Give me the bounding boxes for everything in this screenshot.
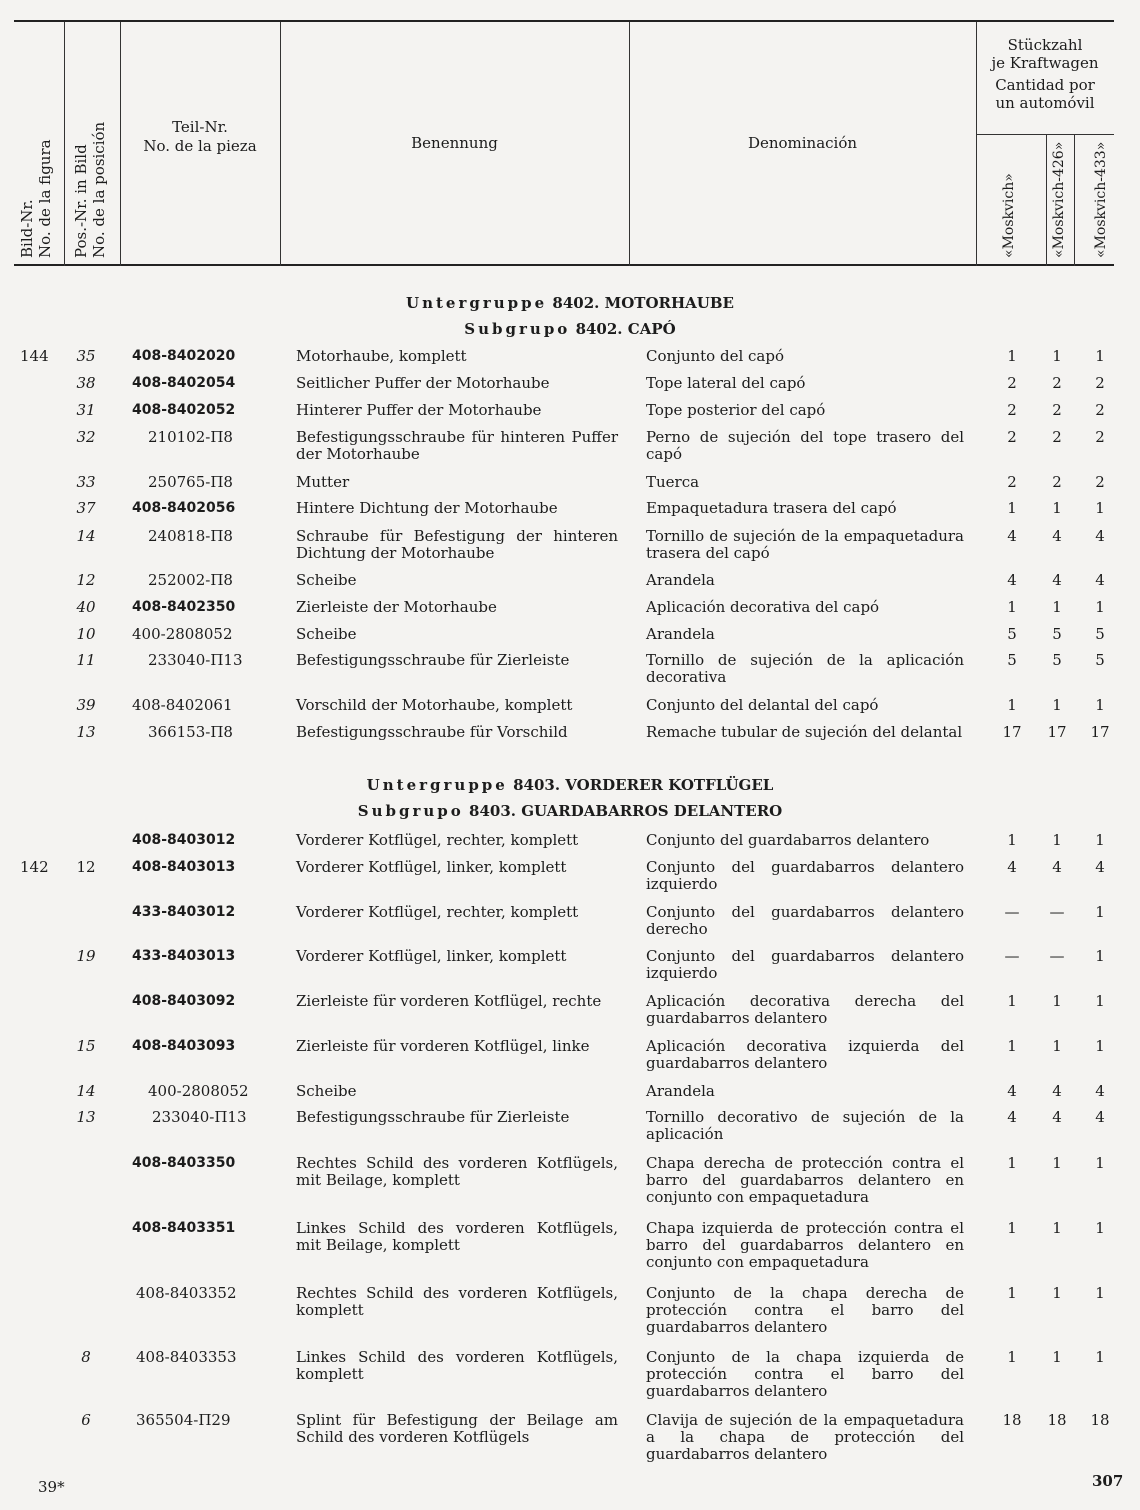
position-number: 39 [76, 696, 96, 714]
footer-signature-mark: 39* [38, 1478, 65, 1496]
qty-moskvich-426: 2 [1052, 374, 1062, 392]
qty-moskvich-426: 4 [1052, 571, 1062, 589]
fig-col-header: Bild-Nr. No. de la figura [18, 139, 54, 258]
pos-col-header: Pos.-Nr. in Bild No. de la posición [72, 121, 108, 258]
qty-moskvich: 1 [1007, 1284, 1017, 1302]
qty-moskvich: 5 [1007, 625, 1017, 643]
german-name: Scheibe [296, 571, 357, 589]
qty-moskvich-433: 1 [1095, 696, 1105, 714]
spanish-name: Perno de sujeción del tope trasero del capó [646, 428, 964, 463]
german-name: Seitlicher Puffer der Motorhaube [296, 374, 550, 392]
german-name: Vorderer Kotflügel, linker, komplett [296, 858, 567, 876]
position-number: 38 [76, 374, 96, 392]
part-number: 408-8403013 [132, 859, 236, 875]
german-name: Linkes Schild des vorderen Kotflügels, mit Beilage, komplett [296, 1219, 618, 1254]
part-number: 233040-П13 [148, 651, 243, 669]
position-number: 19 [76, 947, 96, 965]
qty-moskvich-426: 4 [1052, 1108, 1062, 1126]
qty-moskvich-426: 1 [1052, 696, 1062, 714]
qty-moskvich-433: 1 [1095, 831, 1105, 849]
german-name: Splint für Befestigung der Beilage am Schild des vorderen Kotflügels [296, 1411, 618, 1446]
qty-moskvich: 17 [1002, 723, 1022, 741]
position-number: 8 [81, 1348, 91, 1366]
german-name: Linkes Schild des vorderen Kotflügels, komplett [296, 1348, 618, 1383]
model-moskvich-433-header: «Moskvich-433» [1093, 141, 1109, 258]
qty-moskvich-433: 17 [1090, 723, 1110, 741]
table-row [0, 1154, 1140, 1206]
qty-moskvich-433: 1 [1095, 347, 1105, 365]
section-title: Subgrupo 8402. CAPÓ [464, 320, 676, 338]
qty-moskvich-433: 2 [1095, 473, 1105, 491]
table-row [0, 993, 1140, 1033]
qty-moskvich: 2 [1007, 473, 1017, 491]
part-number: 408-8403350 [132, 1155, 236, 1171]
qty-moskvich-433: 5 [1095, 625, 1105, 643]
part-number: 408-8402052 [132, 402, 236, 418]
table-row [0, 429, 1140, 469]
spanish-name: Chapa derecha de protección contra el barro del guardabarros delantero en conjunto con empaquetadura [646, 1154, 964, 1206]
position-number: 31 [76, 401, 96, 419]
german-name: Vorschild der Motorhaube, komplett [296, 696, 573, 714]
table-row [0, 859, 1140, 899]
spanish-name: Tornillo decorativo de sujeción de la aplicación [646, 1108, 964, 1143]
german-name: Vorderer Kotflügel, rechter, komplett [296, 903, 579, 921]
part-number: 408-8402350 [132, 599, 236, 615]
spanish-name: Tope lateral del capó [646, 374, 806, 392]
position-number: 13 [76, 1108, 96, 1126]
part-number: 408-8403093 [132, 1038, 236, 1054]
table-row [0, 652, 1140, 692]
column-divider [1046, 134, 1047, 266]
qty-moskvich-433: 2 [1095, 401, 1105, 419]
section-title: Untergruppe 8402. MOTORHAUBE [406, 294, 734, 312]
part-number: 408-8402061 [132, 696, 233, 714]
qty-moskvich-433: 2 [1095, 374, 1105, 392]
part-number: 233040-П13 [152, 1108, 247, 1126]
qty-moskvich: 1 [1007, 1154, 1017, 1172]
position-number: 14 [76, 1082, 96, 1100]
position-number: 10 [76, 625, 96, 643]
page-number: 307 [1092, 1472, 1124, 1490]
qty-moskvich: 4 [1007, 527, 1017, 545]
spanish-name: Tornillo de sujeción de la empaquetadura trasera del capó [646, 527, 964, 562]
part-number: 400-2808052 [132, 625, 233, 643]
qty-moskvich-426: 1 [1052, 992, 1062, 1010]
table-row [0, 724, 1140, 764]
german-name: Schraube für Befestigung der hinteren Dichtung der Motorhaube [296, 527, 618, 562]
part-number: 408-8402054 [132, 375, 236, 391]
qty-moskvich: 1 [1007, 598, 1017, 616]
qty-moskvich-426: — [1049, 903, 1065, 921]
spanish-name: Clavija de sujeción de la empaquetadura a la chapa de protección del guardabarros delantero [646, 1411, 964, 1463]
qty-moskvich-426: 1 [1052, 1154, 1062, 1172]
qty-moskvich-426: 4 [1052, 858, 1062, 876]
qty-moskvich: 4 [1007, 1108, 1017, 1126]
qty-moskvich-433: 18 [1090, 1411, 1110, 1429]
qty-moskvich: 1 [1007, 499, 1017, 517]
qty-moskvich-426: 5 [1052, 651, 1062, 669]
german-name: Motorhaube, komplett [296, 347, 467, 365]
german-name: Rechtes Schild des vorderen Kotflügels, mit Beilage, komplett [296, 1154, 618, 1189]
position-number: 32 [76, 428, 96, 446]
table-header [14, 20, 1114, 266]
qty-moskvich-426: 1 [1052, 1348, 1062, 1366]
table-row [0, 948, 1140, 988]
spanish-name: Arandela [646, 571, 715, 589]
part-number: 408-8403012 [132, 832, 236, 848]
section-title: Subgrupo 8403. GUARDABARROS DELANTERO [357, 802, 783, 820]
qty-moskvich-426: — [1049, 947, 1065, 965]
qty-moskvich: 2 [1007, 401, 1017, 419]
table-row [0, 1411, 1140, 1463]
table-row [0, 1109, 1140, 1149]
german-name: Mutter [296, 473, 350, 491]
qty-moskvich: 2 [1007, 374, 1017, 392]
spanish-name: Tope posterior del capó [646, 401, 826, 419]
table-row [0, 1219, 1140, 1271]
german-name: Scheibe [296, 625, 357, 643]
spanish-name: Empaquetadura trasera del capó [646, 499, 897, 517]
qty-moskvich-426: 2 [1052, 428, 1062, 446]
german-name: Zierleiste für vorderen Kotflügel, linke [296, 1037, 590, 1055]
qty-moskvich-426: 18 [1047, 1411, 1067, 1429]
part-number: 408-8403092 [132, 993, 236, 1009]
part-number: 408-8402020 [132, 348, 236, 364]
spanish-name: Conjunto del capó [646, 347, 784, 365]
qty-moskvich-433: 1 [1095, 947, 1105, 965]
qty-moskvich: 5 [1007, 651, 1017, 669]
qty-col-header: Stückzahl je Kraftwagen Cantidad por un automóvil [991, 36, 1099, 112]
qty-moskvich: — [1004, 947, 1020, 965]
part-number: 408-8403351 [132, 1220, 236, 1236]
spanish-name: Conjunto del delantal del capó [646, 696, 879, 714]
qty-moskvich: 1 [1007, 1219, 1017, 1237]
qty-moskvich-433: 1 [1095, 903, 1105, 921]
position-number: 40 [76, 598, 96, 616]
position-number: 6 [81, 1411, 91, 1429]
spanish-name: Tornillo de sujeción de la aplicación decorativa [646, 651, 964, 686]
column-divider [1074, 134, 1075, 266]
part-number: 408-8403353 [136, 1348, 237, 1366]
part-number: 408-8402056 [132, 500, 236, 516]
qty-moskvich-433: 1 [1095, 1284, 1105, 1302]
qty-moskvich: 1 [1007, 347, 1017, 365]
qty-moskvich-426: 4 [1052, 1082, 1062, 1100]
german-name: Scheibe [296, 1082, 357, 1100]
position-number: 14 [76, 527, 96, 545]
qty-moskvich: 4 [1007, 858, 1017, 876]
part-number: 210102-П8 [148, 428, 233, 446]
qty-moskvich-433: 1 [1095, 598, 1105, 616]
spanish-name: Aplicación decorativa derecha del guardabarros delantero [646, 992, 964, 1027]
qty-moskvich-426: 1 [1052, 1037, 1062, 1055]
part-number: 250765-П8 [148, 473, 233, 491]
part-number: 365504-П29 [136, 1411, 231, 1429]
qty-moskvich: 18 [1002, 1411, 1022, 1429]
spanish-col-header: Denominación [747, 134, 858, 152]
qty-moskvich: 4 [1007, 571, 1017, 589]
table-row [0, 904, 1140, 944]
part-number: 366153-П8 [148, 723, 233, 741]
spanish-name: Conjunto del guardabarros delantero [646, 831, 930, 849]
column-divider [64, 22, 65, 266]
qty-moskvich-433: 1 [1095, 992, 1105, 1010]
qty-moskvich-426: 1 [1052, 499, 1062, 517]
qty-moskvich-433: 1 [1095, 1219, 1105, 1237]
qty-moskvich-426: 1 [1052, 1219, 1062, 1237]
spanish-name: Remache tubular de sujeción del delantal [646, 723, 963, 741]
qty-moskvich-426: 2 [1052, 401, 1062, 419]
german-name: Rechtes Schild des vorderen Kotflügels, komplett [296, 1284, 618, 1319]
qty-moskvich-433: 5 [1095, 651, 1105, 669]
qty-moskvich-426: 2 [1052, 473, 1062, 491]
spanish-name: Aplicación decorativa del capó [646, 598, 880, 616]
qty-moskvich: 1 [1007, 992, 1017, 1010]
table-row [0, 1284, 1140, 1336]
qty-moskvich: 1 [1007, 696, 1017, 714]
section-title: Untergruppe 8403. VORDERER KOTFLÜGEL [366, 776, 774, 794]
table-row [0, 1348, 1140, 1400]
position-number: 35 [76, 347, 96, 365]
qty-moskvich-426: 1 [1052, 598, 1062, 616]
model-moskvich-426-header: «Moskvich-426» [1051, 141, 1067, 258]
spanish-name: Conjunto del guardabarros delantero izquierdo [646, 947, 964, 982]
part-number: 240818-П8 [148, 527, 233, 545]
german-name: Befestigungsschraube für Vorschild [296, 723, 568, 741]
spanish-name: Conjunto del guardabarros delantero izquierdo [646, 858, 964, 893]
qty-moskvich-426: 1 [1052, 347, 1062, 365]
figure-number: 144 [20, 347, 49, 365]
table-row [0, 1038, 1140, 1078]
qty-moskvich-426: 1 [1052, 831, 1062, 849]
german-name: Befestigungsschraube für hinteren Puffer der Motorhaube [296, 428, 618, 463]
qty-moskvich-433: 2 [1095, 428, 1105, 446]
qty-moskvich-433: 1 [1095, 1154, 1105, 1172]
qty-moskvich-433: 4 [1095, 1108, 1105, 1126]
spanish-name: Conjunto de la chapa izquierda de protección contra el barro del guardabarros delantero [646, 1348, 964, 1400]
model-moskvich-header: «Moskvich» [1001, 173, 1017, 258]
position-number: 12 [76, 571, 96, 589]
german-name: Hinterer Puffer der Motorhaube [296, 401, 542, 419]
spanish-name: Arandela [646, 625, 715, 643]
qty-moskvich-426: 4 [1052, 527, 1062, 545]
spanish-name: Arandela [646, 1082, 715, 1100]
german-name: Befestigungsschraube für Zierleiste [296, 1108, 570, 1126]
qty-moskvich-426: 1 [1052, 1284, 1062, 1302]
spanish-name: Tuerca [646, 473, 700, 491]
position-number: 15 [76, 1037, 96, 1055]
part-number: 433-8403013 [132, 948, 236, 964]
german-name: Befestigungsschraube für Zierleiste [296, 651, 570, 669]
german-name: Vorderer Kotflügel, linker, komplett [296, 947, 567, 965]
part-number: 433-8403012 [132, 904, 236, 920]
spanish-name: Chapa izquierda de protección contra el barro del guardabarros delantero en conjunto con empaquetadura [646, 1219, 964, 1271]
qty-moskvich-433: 4 [1095, 571, 1105, 589]
qty-moskvich: 1 [1007, 831, 1017, 849]
part-col-header: Teil-Nr. No. de la pieza [143, 118, 257, 155]
spanish-name: Aplicación decorativa izquierda del guardabarros delantero [646, 1037, 964, 1072]
qty-moskvich-433: 4 [1095, 858, 1105, 876]
position-number: 33 [76, 473, 96, 491]
qty-moskvich: 1 [1007, 1037, 1017, 1055]
german-name: Vorderer Kotflügel, rechter, komplett [296, 831, 579, 849]
qty-moskvich: — [1004, 903, 1020, 921]
part-number: 252002-П8 [148, 571, 233, 589]
qty-moskvich-433: 1 [1095, 1348, 1105, 1366]
german-name: Hintere Dichtung der Motorhaube [296, 499, 558, 517]
qty-moskvich: 4 [1007, 1082, 1017, 1100]
qty-moskvich-433: 4 [1095, 1082, 1105, 1100]
qty-moskvich-433: 4 [1095, 527, 1105, 545]
qty-moskvich-433: 1 [1095, 499, 1105, 517]
qty-moskvich: 1 [1007, 1348, 1017, 1366]
table-row [0, 528, 1140, 568]
position-number: 37 [76, 499, 96, 517]
qty-moskvich-426: 5 [1052, 625, 1062, 643]
german-name: Zierleiste der Motorhaube [296, 598, 497, 616]
spanish-name: Conjunto de la chapa derecha de protección contra el barro del guardabarros delantero [646, 1284, 964, 1336]
spanish-name: Conjunto del guardabarros delantero derecho [646, 903, 964, 938]
qty-moskvich: 2 [1007, 428, 1017, 446]
qty-moskvich-426: 17 [1047, 723, 1067, 741]
part-number: 408-8403352 [136, 1284, 237, 1302]
part-number: 400-2808052 [148, 1082, 249, 1100]
position-number: 11 [76, 651, 96, 669]
position-number: 13 [76, 723, 96, 741]
german-col-header: Benennung [411, 134, 498, 152]
qty-divider [976, 134, 1114, 135]
qty-moskvich-433: 1 [1095, 1037, 1105, 1055]
figure-number: 142 [20, 858, 49, 876]
german-name: Zierleiste für vorderen Kotflügel, rechte [296, 992, 602, 1010]
position-number: 12 [76, 858, 96, 876]
